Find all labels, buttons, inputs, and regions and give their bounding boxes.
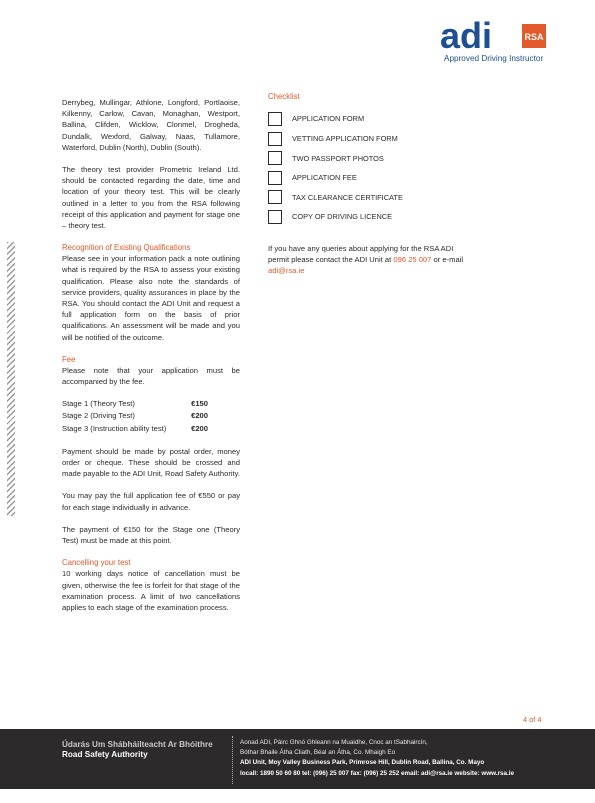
checklist-item-label: COPY OF DRIVING LICENCE xyxy=(292,212,393,222)
footer-contact-line: locall: 1890 50 60 80 tel: (096) 25 007 fax: (096) 25 252 email: adi@rsa.ie website: www.rsa.ie xyxy=(240,769,515,777)
fee-row xyxy=(62,423,208,435)
checkbox[interactable] xyxy=(268,190,282,204)
phone-link[interactable]: 096 25 007 xyxy=(393,255,432,265)
fee-stage: Stage 2 (Driving Test) xyxy=(62,411,135,421)
footer xyxy=(0,729,595,789)
fee-amount: €150 xyxy=(191,399,208,409)
test-centres-paragraph: Derrybeg, Mullingar, Athlone, Longford, Portlaoise, Kilkenny, Carlow, Cavan, Monaghan, Westport, Ballina, Clifden, Wicklow, Clonmel, Drogheda, Dundalk, Wexford, Galway, Naas, Tullamore, Waterford, Dublin (North), Dublin (South). xyxy=(62,98,240,152)
checklist-title: Checklist xyxy=(268,92,300,101)
fee-table xyxy=(62,398,240,435)
checkbox[interactable] xyxy=(268,171,282,185)
checkbox[interactable] xyxy=(268,151,282,165)
fee-row xyxy=(62,398,208,410)
footer-address xyxy=(240,738,514,779)
stage-one-payment-paragraph: The payment of €150 for the Stage one (Theory Test) must be made at this point. xyxy=(62,524,240,546)
checkbox[interactable] xyxy=(268,132,282,146)
decorative-hatch-strip xyxy=(7,242,15,516)
checkbox[interactable] xyxy=(268,112,282,126)
checklist-item-label: APPLICATION FORM xyxy=(292,114,365,124)
checklist-item[interactable] xyxy=(268,207,478,227)
logo-badge-text: RSA xyxy=(524,32,544,42)
payment-method-paragraph: Payment should be made by postal order, money order or cheque. These should be crossed and made payable to the ADI Unit, Road Safety Authority. xyxy=(62,446,240,479)
logo-tagline: Approved Driving Instructor xyxy=(444,54,544,63)
footer-address-irish-2: Bóthar Bhaile Átha Cliath, Béal an Átha, Co. Mhaigh Eo xyxy=(240,749,396,757)
fee-amount: €200 xyxy=(191,423,208,433)
queries-text: If you have any queries about applying for the RSA ADI permit please contact the ADI Unit at xyxy=(268,244,454,265)
checklist-item[interactable] xyxy=(268,148,478,168)
checklist-item-label: VETTING APPLICATION FORM xyxy=(292,133,398,143)
queries-paragraph xyxy=(268,243,468,277)
fee-heading: Fee xyxy=(62,354,76,364)
checklist-item-label: TWO PASSPORT PHOTOS xyxy=(292,153,384,163)
full-fee-paragraph: You may pay the full application fee of €550 or pay for each stage individually in advance. xyxy=(62,491,240,512)
cancel-heading: Cancelling your test xyxy=(62,558,131,568)
footer-irish-name: Údarás Um Shábháilteacht Ar Bhóithre xyxy=(62,740,213,749)
queries-text-email: or e-mail xyxy=(433,255,464,265)
left-column xyxy=(62,97,240,613)
checklist xyxy=(268,91,478,227)
theory-test-paragraph: The theory test provider Prometric Ireland Ltd. should be contacted regarding the date, time and location of your theory test. This will be clearly outlined in a letter to you from the RSA following receipt of this application and payment for stage one – theory test. xyxy=(62,165,240,231)
checkbox[interactable] xyxy=(268,210,282,224)
recognition-paragraph: Please see in your information pack a note outlining what is required by the RSA to assess your existing qualification. Please also note the standards of service providers, quality assurances in place by the RSA. You should contact the ADI Unit and request a full application form on the basis of prior qualifications. An assessment will be made and you will be notified of the outcome. xyxy=(62,254,240,342)
page-number: 4 of 4 xyxy=(523,715,542,724)
cancel-paragraph: 10 working days notice of cancellation must be given, otherwise the fee is forfeit for that stage of the examination process. A limit of two cancellations applies to each stage of the examination process. xyxy=(62,569,240,612)
email-link[interactable]: adi@rsa.ie xyxy=(268,266,305,276)
footer-org-name: Road Safety Authority xyxy=(62,750,148,759)
fee-amount: €200 xyxy=(191,411,208,421)
checklist-item[interactable] xyxy=(268,109,478,129)
recognition-heading: Recognition of Existing Qualifications xyxy=(62,243,191,253)
fee-row xyxy=(62,410,208,422)
logo-wordmark: adi xyxy=(440,18,493,56)
checklist-item[interactable] xyxy=(268,188,478,208)
checklist-item-label: TAX CLEARANCE CERTIFICATE xyxy=(292,192,403,202)
footer-divider xyxy=(232,736,233,784)
fee-intro-paragraph: Please note that your application must be accompanied by the fee. xyxy=(62,365,240,387)
fee-stage: Stage 1 (Theory Test) xyxy=(62,399,135,409)
checklist-item-label: APPLICATION FEE xyxy=(292,173,357,183)
checklist-item[interactable] xyxy=(268,129,478,149)
checklist-item[interactable] xyxy=(268,168,478,188)
fee-stage: Stage 3 (Instruction ability test) xyxy=(62,423,167,433)
footer-address-irish-1: Aonad ADI, Páirc Ghnó Ghleann na Muaidhe, Cnoc an tSabhaircín, xyxy=(240,739,428,746)
footer-address-english: ADI Unit, Moy Valley Business Park, Primrose Hill, Dublin Road, Ballina, Co. Mayo xyxy=(240,759,485,767)
